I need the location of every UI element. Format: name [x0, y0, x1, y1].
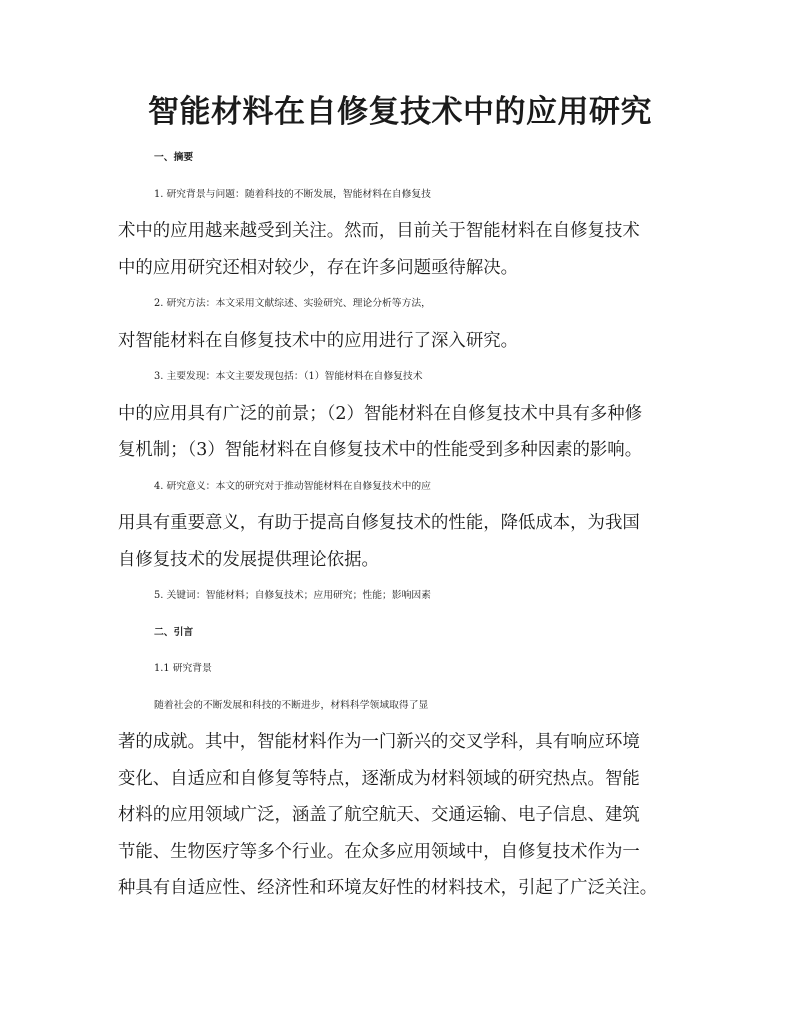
text-line: 复机制；（3）智能材料在自修复技术中的性能受到多种因素的影响。	[118, 440, 643, 460]
text-line: 著的成就。其中，智能材料作为一门新兴的交叉学科，具有响应环境	[118, 732, 640, 752]
text-line: 变化、自适应和自修复等特点，逐渐成为材料领域的研究热点。智能	[118, 768, 640, 789]
text-line: 种具有自适应性、经济性和环境友好性的材料技术，引起了广泛关注。	[118, 878, 658, 898]
text-line: 材料的应用领域广泛，涵盖了航空航天、交通运输、电子信息、建筑	[118, 805, 640, 825]
text-line: 对智能材料在自修复技术中的应用进行了深入研究。	[118, 330, 518, 351]
text-line: 术中的应用越来越受到关注。然而，目前关于智能材料在自修复技术	[118, 221, 640, 241]
text-line: 用具有重要意义，有助于提高自修复技术的性能，降低成本，为我国	[118, 513, 640, 533]
document-title: 智能材料在自修复技术中的应用研究	[148, 94, 652, 130]
text-line: 中的应用具有广泛的前景；（2）智能材料在自修复技术中具有多种修	[118, 403, 643, 424]
text-line: 中的应用研究还相对较少，存在许多问题亟待解决。	[118, 257, 518, 278]
text-line: 1. 研究背景与问题：随着科技的不断发展，智能材料在自修复技	[154, 188, 431, 200]
text-line: 1.1 研究背景	[154, 663, 212, 674]
document-body	[118, 140, 688, 907]
text-line: 5. 关键词：智能材料；自修复技术；应用研究；性能；影响因素	[154, 590, 431, 601]
text-line: 随着社会的不断发展和科技的不断进步，材料科学领域取得了显	[154, 699, 429, 711]
text-line: 4. 研究意义：本文的研究对于推动智能材料在自修复技术中的应	[154, 480, 431, 492]
text-line: 2. 研究方法：本文采用文献综述、实验研究、理论分析等方法，	[154, 298, 431, 309]
section-heading: 二、引言	[154, 626, 194, 638]
text-line: 自修复技术的发展提供理论依据。	[118, 549, 379, 570]
text-line: 节能、生物医疗等多个行业。在众多应用领域中，自修复技术作为一	[118, 841, 640, 862]
section-heading: 一、摘要	[154, 152, 194, 163]
text-line: 3. 主要发现：本文主要发现包括：（1）智能材料在自修复技术	[154, 371, 423, 382]
